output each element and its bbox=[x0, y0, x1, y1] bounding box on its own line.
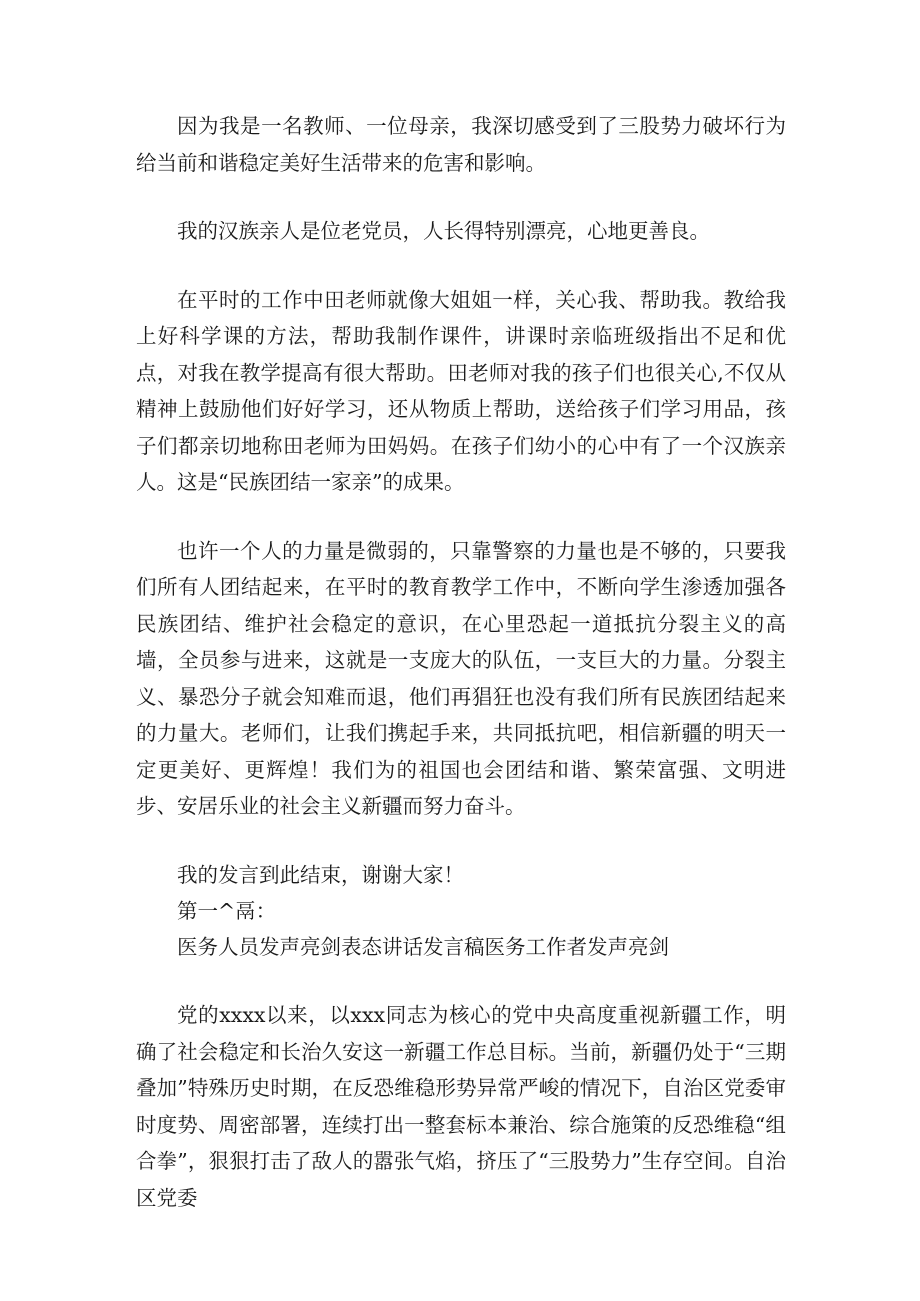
paragraph-1: 因为我是一名教师、一位母亲，我深切感受到了三股势力破坏行为给当前和谐稳定美好生活带来的危害和影响。 bbox=[136, 114, 786, 175]
paragraph-2: 我的汉族亲人是位老党员，人长得特别漂亮，心地更善良。 bbox=[177, 219, 710, 243]
paragraph-4: 也许一个人的力量是微弱的，只靠警察的力量也是不够的，只要我们所有人团结起来，在平时的教育教学工作中，不断向学生渗透加强各民族团结、维护社会稳定的意识，在心里恐起一道抵抗分裂主义的高墙，全员参与进来，这就是一支庞大的队伍，一支巨大的力量。分裂主义、暴恐分子就会知难而退，他们再猖狂也没有我们所有民族团结起来的力量大。老师们，让我们携起手来，共同抵抗吧，相信新疆的明天一定更美好、更辉煌！我们为的祖国也会团结和谐、繁荣富强、文明进步、安居乐业的社会主义新疆而努力奋斗。 bbox=[136, 538, 786, 818]
document-body bbox=[136, 108, 786, 1216]
paragraph-6: 党的xxxx以来，以xxx同志为核心的党中央高度重视新疆工作，明确了社会稳定和长治久安这一新疆工作总目标。当前，新疆仍处于“三期叠加”特殊历史时期，在反恐维稳形势异常严峻的情况下，自治区党委审时度势、周密部署，连续打出一整套标本兼治、综合施策的反恐维稳“组合拳”，狠狠打击了敌人的嚣张气焰，挤压了“三股势力”生存空间。自治区党委 bbox=[136, 1003, 786, 1210]
section-title: 医务人员发声亮剑表态讲话发言稿医务工作者发声亮剑 bbox=[177, 935, 669, 959]
paragraph-5: 我的发言到此结束，谢谢大家！ bbox=[177, 862, 464, 887]
section-label: 第一^鬲： bbox=[177, 899, 277, 923]
paragraph-3: 在平时的工作中田老师就像大姐姐一样，关心我、帮助我。教给我上好科学课的方法，帮助我制作课件，讲课时亲临班级指出不足和优点，对我在教学提高有很大帮助。田老师对我的孩子们也很关心,不仅从精神上鼓励他们好好学习，还从物质上帮助，送给孩子们学习用品，孩子们都亲切地称田老师为田妈妈。在孩子们幼小的心中有了一个汉族亲人。这是“民族团结一家亲”的成果。 bbox=[136, 287, 786, 494]
section-heading bbox=[136, 893, 786, 965]
